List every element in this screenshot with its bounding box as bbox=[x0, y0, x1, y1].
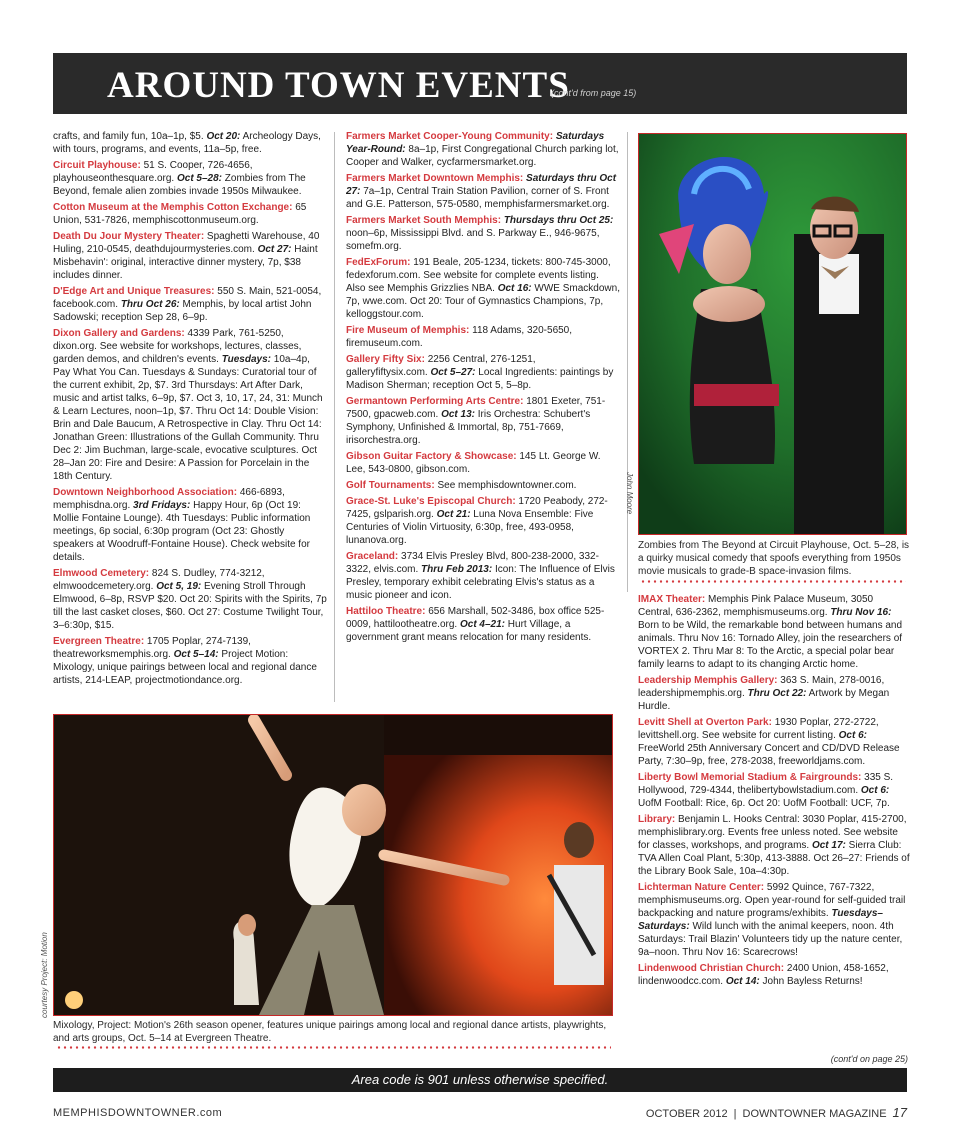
event-description: Memphis, by local artist John Sadowski; reception Sep 28, 6–9p. bbox=[53, 299, 312, 323]
page-title: AROUND TOWN EVENTS bbox=[107, 65, 570, 106]
event-details: 2256 Central, 276-1251, galleryfiftysix.com. bbox=[346, 354, 536, 378]
events-column-left bbox=[53, 130, 327, 710]
venue-name: Gallery Fifty Six: bbox=[346, 354, 425, 365]
venue-name: Death Du Jour Mystery Theater: bbox=[53, 231, 205, 242]
continued-on-note: (cont'd on page 25) bbox=[830, 1054, 908, 1064]
event-details: 824 S. Dudley, 774-3212, elmwoodcemetery.org. bbox=[53, 568, 265, 592]
continued-from-note: (cont'd from page 15) bbox=[551, 88, 637, 98]
venue-name: Evergreen Theatre: bbox=[53, 636, 145, 647]
event-description: 8a–1p, First Congregational Church parking lot, Cooper and Walker, cycfarmersmarket.org. bbox=[346, 144, 619, 168]
event-details: Spaghetti Warehouse, 40 Huling, 210-0545, deathdujourmysteries.com. bbox=[53, 231, 320, 255]
photo-caption: Zombies from The Beyond at Circuit Playhouse, Oct. 5–28, is a quirky musical comedy that spoofs everything from 1950s movie musicals to grade-B space-invasion films. bbox=[638, 540, 910, 577]
event-listing bbox=[53, 327, 327, 483]
venue-name: Circuit Playhouse: bbox=[53, 160, 141, 171]
event-listing bbox=[638, 881, 910, 959]
venue-name: Library: bbox=[638, 814, 676, 825]
event-date: Tuesdays: bbox=[221, 354, 271, 365]
event-listing bbox=[53, 201, 327, 227]
event-listing bbox=[638, 716, 910, 768]
event-description: Born to be Wild, the remarkable bond between humans and animals. Thru Nov 16: Tornado Alley, join the researchers of VORTEX 2. Thru Mar 8: To the Arctic, a special polar bear family learns to adapt to its changing Arctic home. bbox=[638, 620, 903, 670]
event-listing bbox=[53, 285, 327, 324]
event-details: Memphis Pink Palace Museum, 3050 Central, 636-2362, memphismuseums.org. bbox=[638, 594, 874, 618]
event-date: Oct 5–28: bbox=[176, 173, 223, 184]
event-description: Project Motion: Mixology, unique pairings between local and regional dance artists, 214-LEAP, projectmotiondance.org. bbox=[53, 649, 317, 686]
footer-separator: | bbox=[733, 1108, 737, 1120]
event-description: Local Ingredients: paintings by Madison Sherman; reception Oct 5, 5–8p. bbox=[346, 367, 614, 391]
venue-name: Dixon Gallery and Gardens: bbox=[53, 328, 185, 339]
event-details: 2400 Union, 458-1652, lindenwoodcc.com. bbox=[638, 963, 889, 987]
event-listing bbox=[346, 130, 620, 169]
event-details: 5992 Quince, 767-7322, memphismuseums.org. Open year-round for self-guided trail backpacking and nature programs/exhibits. bbox=[638, 882, 906, 919]
event-details: 335 S. Hollywood, 729-4344, thelibertybowlstadium.com. bbox=[638, 772, 894, 796]
event-description: Artwork by Megan Hurdle. bbox=[638, 688, 890, 712]
venue-name: Downtown Neighborhood Association: bbox=[53, 487, 238, 498]
venue-name: Graceland: bbox=[346, 551, 399, 562]
issue-info bbox=[646, 1105, 907, 1120]
event-date: Saturdays thru Oct 27: bbox=[346, 173, 617, 197]
event-listing bbox=[638, 674, 910, 713]
event-details: 118 Adams, 320-5650, firemuseum.com. bbox=[346, 325, 573, 349]
event-details: 145 Lt. George W. Lee, 543-0800, gibson.com. bbox=[346, 451, 601, 475]
event-description: Luna Nova Ensemble: Five Centuries of Violin Virtuosity, 6:30p, free, 493-0958, lunanova.org. bbox=[346, 509, 594, 546]
dance-photo-illustration bbox=[54, 715, 613, 1016]
event-listing bbox=[53, 230, 327, 282]
event-date: Thru Oct 26: bbox=[120, 299, 180, 310]
event-date: Thru Oct 22: bbox=[747, 688, 807, 699]
event-listing bbox=[638, 593, 910, 671]
venue-name: Germantown Performing Arts Centre: bbox=[346, 396, 524, 407]
column-divider bbox=[334, 132, 335, 702]
event-listing bbox=[638, 962, 910, 988]
event-listing bbox=[346, 450, 620, 476]
event-description: Wild lunch with the animal keepers, noon. 4th Saturdays: Trail Blazin' Volunteers tidy up the nature center, 9a–noon. Thru Nov 16: Scarecrows! bbox=[638, 921, 903, 958]
event-date: Oct 17: bbox=[811, 840, 846, 851]
event-details: crafts, and family fun, 10a–1p, $5. bbox=[53, 131, 207, 142]
event-details: 51 S. Cooper, 726-4656, playhouseonthesquare.org. bbox=[53, 160, 253, 184]
event-date: Oct 5, 19: bbox=[156, 581, 202, 592]
venue-name: Lichterman Nature Center: bbox=[638, 882, 765, 893]
event-details: 4339 Park, 761-5250, dixon.org. See website for workshops, lectures, classes, garden demos, and children's events. bbox=[53, 328, 302, 365]
event-description: Archeology Days, with tours, programs, and events, 11a–5p, free. bbox=[53, 131, 321, 155]
venue-name: Gibson Guitar Factory & Showcase: bbox=[346, 451, 517, 462]
event-date: Oct 6: bbox=[838, 730, 867, 741]
event-details: 3734 Elvis Presley Blvd, 800-238-2000, 332-3322, elvis.com. bbox=[346, 551, 599, 575]
event-description: Happy Hour, 6p (Oct 19: Mollie Fontaine Lounge). 4th Tuesdays: Public information meetings, 6p social, 6:30p program (Oct 23: Ghostly speakers at Woodruff-Fontaine House). Check website for details. bbox=[53, 500, 311, 563]
event-description: FreeWorld 25th Anniversary Concert and CD/DVD Release Party, 7:30–9p, free, 278-2038, freeworldjams.com. bbox=[638, 743, 900, 767]
dotted-divider bbox=[56, 1046, 611, 1049]
event-date: Oct 20: bbox=[206, 131, 241, 142]
venue-name: Liberty Bowl Memorial Stadium & Fairgrounds: bbox=[638, 772, 862, 783]
venue-name: Grace-St. Luke's Episcopal Church: bbox=[346, 496, 516, 507]
events-column-middle bbox=[346, 130, 620, 702]
event-date: Oct 16: bbox=[497, 283, 532, 294]
event-date: Oct 5–27: bbox=[430, 367, 476, 378]
venue-name: IMAX Theater: bbox=[638, 594, 706, 605]
photo-caption: Mixology, Project: Motion's 26th season opener, features unique pairings among local and regional dance artists, playwrights, and arts groups, Oct. 5–14 at Evergreen Theatre. bbox=[53, 1020, 607, 1044]
event-description: Iris Orchestra: Schubert's Symphony, Unfinished & Immortal, 8p, 751-7669, irisorchestra.org. bbox=[346, 409, 591, 446]
event-date: Thru Feb 2013: bbox=[421, 564, 493, 575]
event-date: Thursdays thru Oct 25: bbox=[503, 215, 614, 226]
area-code-note: Area code is 901 unless otherwise specified. bbox=[351, 1072, 609, 1087]
event-date: 3rd Fridays: bbox=[133, 500, 191, 511]
zombies-photo bbox=[638, 133, 907, 535]
event-listing bbox=[638, 813, 910, 878]
venue-name: Cotton Museum at the Memphis Cotton Exchange: bbox=[53, 202, 293, 213]
venue-name: Elmwood Cemetery: bbox=[53, 568, 150, 579]
event-description: 10a–4p, Pay What You Can. Tuesdays & Sundays: Curatorial tour of the current exhibit, 2p, $7. 3rd Thursdays: Art After Dark, music and artist talks, 6–9p, $7. Oct 3, 10, 17, 24, 31: Munch & Learn Lectures, noon–1p, $7. Thru Oct 14: Double Vision: Brin and Dale Baucum, A Retrospective in Clay. Thru Oct 14: Jonathan Green: Illustrations of the Gullah Community. Thru Dec 2: Jim Buchman, large-scale, evocative sculptures. Oct 28–Jan 20: Fire and Desire: A Passion for Porcelain in the 18th Century. bbox=[53, 354, 323, 482]
event-date: Oct 4–21: bbox=[459, 619, 506, 630]
event-listing bbox=[346, 324, 620, 350]
event-listing bbox=[346, 550, 620, 602]
event-date: Oct 21: bbox=[436, 509, 471, 520]
events-column-right bbox=[638, 593, 910, 1053]
event-date: Saturdays Year-Round: bbox=[346, 131, 605, 155]
magazine-name: DOWNTOWNER MAGAZINE bbox=[742, 1108, 887, 1120]
event-details: 363 S. Main, 278-0016, leadershipmemphis.org. bbox=[638, 675, 885, 699]
column-divider bbox=[627, 132, 628, 592]
venue-name: Farmers Market South Memphis: bbox=[346, 215, 502, 226]
zombies-photo-illustration bbox=[639, 134, 907, 535]
issue-date: OCTOBER 2012 bbox=[645, 1108, 728, 1120]
event-details: 1705 Poplar, 274-7139, theatreworksmemphis.org. bbox=[53, 636, 251, 660]
event-listing bbox=[53, 130, 327, 156]
event-description: Hurt Village, a government grant means relocation for many residents. bbox=[346, 619, 592, 643]
event-description: 7a–1p, Central Train Station Pavilion, corner of S. Front and G.E. Patterson, 575-0580, memphisfarmersmarket.org. bbox=[346, 186, 610, 210]
event-listing bbox=[346, 605, 620, 644]
event-date: Tuesdays–Saturdays: bbox=[638, 908, 883, 932]
event-details: 1930 Poplar, 272-2722, levittshell.org. See website for current listing. bbox=[638, 717, 879, 741]
event-description: Icon: The Influence of Elvis Presley, temporary exhibit celebrating Elvis's status as a music pioneer and icon. bbox=[346, 564, 615, 601]
event-listing bbox=[53, 635, 327, 687]
event-details: 466-6893, memphisdna.org. bbox=[53, 487, 285, 511]
event-details: 191 Beale, 205-1234, tickets: 800-745-3000, fedexforum.com. See website for complete events listing. Also see Memphis Grizzlies NBA. bbox=[346, 257, 611, 294]
event-date: Oct 5–14: bbox=[173, 649, 219, 660]
page-number: 17 bbox=[892, 1105, 907, 1120]
event-listing bbox=[53, 486, 327, 564]
event-description: WWE Smackdown, 7p, wwe.com. Oct 20: Tour of Gymnastics Champions, 7p, kelloggstour.com. bbox=[346, 283, 620, 320]
event-description: Sierra Club: TVA Allen Coal Plant, 5:30p, 413-3888. Oct 26–27: Friends of the Library Book Sale, 10a–4:30p. bbox=[638, 840, 910, 877]
event-details: 656 Marshall, 502-3486, box office 525-0009, hattilootheatre.org. bbox=[346, 606, 605, 630]
event-date: Thru Nov 16: bbox=[830, 607, 892, 618]
venue-name: D'Edge Art and Unique Treasures: bbox=[53, 286, 215, 297]
event-listing bbox=[53, 567, 327, 632]
event-details: Benjamin L. Hooks Central: 3030 Poplar, 415-2700, memphislibrary.org. Events free unless noted. See website for classes, workshops, and programs. bbox=[638, 814, 907, 851]
event-details: See memphisdowntowner.com. bbox=[434, 480, 577, 491]
event-description: noon–6p, Mississippi Blvd. and S. Parkway E., 946-9675, somefm.org. bbox=[346, 228, 600, 252]
dance-photo bbox=[53, 714, 613, 1016]
event-listing bbox=[346, 172, 620, 211]
event-date: Oct 14: bbox=[725, 976, 760, 987]
venue-name: Fire Museum of Memphis: bbox=[346, 325, 470, 336]
event-listing bbox=[346, 495, 620, 547]
event-listing bbox=[53, 159, 327, 198]
dotted-divider bbox=[640, 580, 906, 583]
photo-credit: courtesy Project: Motion bbox=[40, 932, 49, 1018]
venue-name: FedExForum: bbox=[346, 257, 411, 268]
site-url[interactable]: MEMPHISDOWNTOWNER.com bbox=[53, 1107, 223, 1119]
venue-name: Leadership Memphis Gallery: bbox=[638, 675, 778, 686]
event-details: 1720 Peabody, 272-7425, gslparish.org. bbox=[346, 496, 608, 520]
event-description: John Bayless Returns! bbox=[759, 976, 863, 987]
event-listing bbox=[346, 214, 620, 253]
event-details: 65 Union, 531-7826, memphiscottonmuseum.org. bbox=[53, 202, 307, 226]
venue-name: Farmers Market Cooper-Young Community: bbox=[346, 131, 554, 142]
photo-credit: John Moore bbox=[625, 472, 634, 515]
event-date: Oct 27: bbox=[257, 244, 292, 255]
venue-name: Lindenwood Christian Church: bbox=[638, 963, 785, 974]
event-date: Oct 13: bbox=[441, 409, 475, 420]
event-listing bbox=[346, 353, 620, 392]
event-description: UofM Football: Rice, 6p. Oct 20: UofM Football: UCF, 7p. bbox=[638, 798, 890, 809]
event-description: Haint Misbehavin': original, interactive dinner mystery, 7p, $38 includes dinner. bbox=[53, 244, 318, 281]
event-details: 1801 Exeter, 751-7500, gpacweb.com. bbox=[346, 396, 606, 420]
event-description: Evening Stroll Through Elmwood, 6–8p, RSVP $20. Oct 20: Spirits with the Spirits, 7p till the last casket closes, $60. Oct 27: Costume Twilight Tour, 3–6:30p, $15. bbox=[53, 581, 327, 631]
venue-name: Golf Tournaments: bbox=[346, 480, 435, 491]
venue-name: Hattiloo Theatre: bbox=[346, 606, 426, 617]
event-date: Oct 6: bbox=[860, 785, 890, 796]
event-description: Zombies from The Beyond, female alien zombies invade 1950s Milwaukee. bbox=[53, 173, 306, 197]
event-details: 550 S. Main, 521-0054, facebook.com. bbox=[53, 286, 322, 310]
venue-name: Levitt Shell at Overton Park: bbox=[638, 717, 772, 728]
venue-name: Farmers Market Downtown Memphis: bbox=[346, 173, 524, 184]
event-listing bbox=[638, 771, 910, 810]
event-listing bbox=[346, 395, 620, 447]
event-listing bbox=[346, 256, 620, 321]
event-listing bbox=[346, 479, 620, 492]
